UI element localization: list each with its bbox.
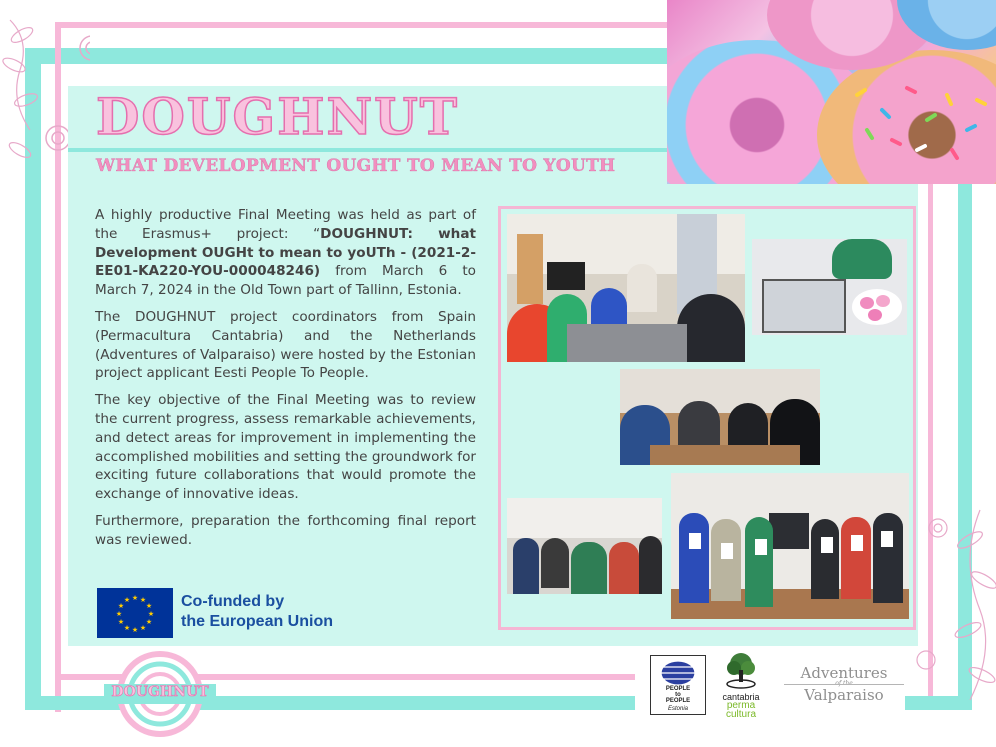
eu-cofunded-label: Co-funded by the European Union — [181, 593, 333, 630]
doughnut-logo-text: DOUGHNUT — [111, 684, 209, 700]
doughnut-logo — [104, 648, 216, 738]
article-body — [95, 206, 476, 558]
people-to-people-logo: PEOPLE to PEOPLE Estonia — [650, 655, 706, 715]
project-title: DOUGHNUT: what Development OUGHt to mean to yoUTh - (2021-2-EE01-KA220-YOU-000048246) — [95, 225, 476, 280]
permacultura-cantabria-logo: cantabria perma cultura — [718, 652, 764, 720]
svg-text:★: ★ — [139, 624, 147, 632]
article-paragraph-2: The DOUGHNUT project coordinators from Spain (Permacultura Cantabria) and the Netherlands (Adventures of Valparaiso) were hosted by the Estonian project applicant Eesti People To People. — [95, 308, 476, 382]
article-paragraph-3: The key objective of the Final Meeting was to review the current progress, assess remarkable achievements, and detect areas for improvement in implementing the accomplished mobilities and setting the groundwork for exciting future collaborations that would promote the exchange of innovative ideas. — [95, 392, 476, 503]
svg-text:★: ★ — [131, 626, 139, 634]
svg-text:★: ★ — [123, 596, 131, 604]
article-paragraph-1: A highly productive Final Meeting was held as part of the Erasmus+ project: “DOUGHNUT: what Development OUGHt to mean to yoUTh - (2021-2-EE01-KA220-YOU-000048246) from March 6 to March 7, 2024 in the Old Town part of Tallinn, Estonia. — [95, 207, 476, 299]
svg-text:★: ★ — [147, 610, 155, 618]
page-subtitle: WHAT DEVELOPMENT OUGHT TO MEAN TO YOUTH — [96, 156, 616, 176]
svg-text:★: ★ — [145, 618, 153, 626]
donuts-photo — [667, 0, 996, 184]
svg-text:★: ★ — [117, 602, 125, 610]
photo-group-table — [620, 369, 820, 465]
eu-flag — [97, 588, 173, 638]
photo-certificates — [671, 473, 909, 619]
tree-icon — [724, 652, 758, 690]
frame-cyan-top — [25, 48, 667, 64]
title-underline — [68, 148, 668, 152]
article-paragraph-4: Furthermore, preparation the forthcoming final report was reviewed. — [95, 512, 476, 548]
photo-meeting-room — [507, 214, 745, 362]
svg-text:★: ★ — [139, 596, 147, 604]
svg-text:★: ★ — [123, 624, 131, 632]
eu-stars-icon — [97, 588, 173, 638]
svg-text:★: ★ — [115, 610, 123, 618]
frame-pink-top — [55, 22, 667, 28]
page-title: DOUGHNUT — [96, 87, 459, 146]
photo-doughnuts-table — [752, 239, 907, 335]
photo-workshop — [507, 498, 662, 594]
globe-icon — [659, 660, 697, 686]
adventures-of-the-valparaiso-logo: Adventures Valparaiso — [782, 664, 906, 708]
svg-text:★: ★ — [145, 602, 153, 610]
svg-text:★: ★ — [117, 618, 125, 626]
svg-text:★: ★ — [131, 594, 139, 602]
